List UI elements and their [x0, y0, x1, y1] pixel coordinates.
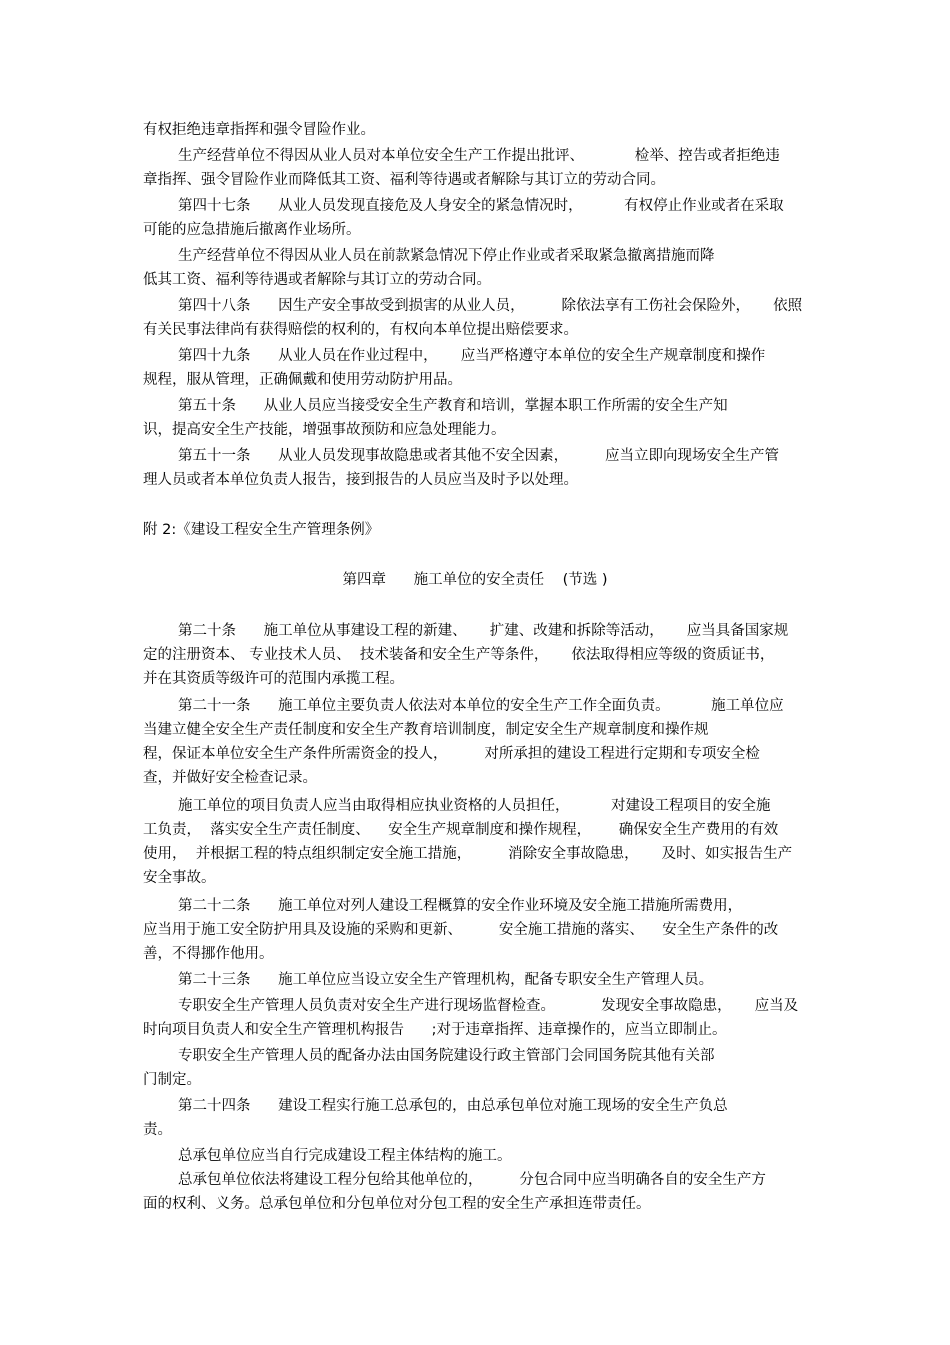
text-line: 时向项目负责人和安全生产管理机构报告 ;对于违章指挥、违章操作的，应当立即制止。: [143, 1022, 727, 1038]
text-line: 当建立健全安全生产责任制度和安全生产教育培训制度，制定安全生产规章制度和操作规: [143, 722, 709, 738]
text-line: 总承包单位依法将建设工程分包给其他单位的， 分包合同中应当明确各自的安全生产方: [178, 1172, 766, 1188]
text-line: 面的权利、义务。总承包单位和分包单位对分包工程的安全生产承担连带责任。: [143, 1196, 651, 1212]
text-line: 责。: [143, 1122, 172, 1138]
text-line: 规程，服从管理，正确佩戴和使用劳动防护用品。: [143, 372, 462, 388]
text-line: 门制定。: [143, 1072, 201, 1088]
text-line: 第二十二条 施工单位对列人建设工程概算的安全作业环境及安全施工措施所需费用，: [178, 898, 743, 914]
text-line: 安全事故。: [143, 870, 216, 886]
text-line: 第四十七条 从业人员发现直接危及人身安全的紧急情况时， 有权停止作业或者在采取: [178, 198, 784, 214]
text-line: 可能的应急措施后撤离作业场所。: [143, 222, 361, 238]
text-line: 查，并做好安全检查记录。: [143, 770, 317, 786]
appendix-title: 附 2:《建设工程安全生产管理条例》: [143, 522, 380, 538]
text-line: 第二十一条 施工单位主要负责人依法对本单位的安全生产工作全面负责。 施工单位应: [178, 698, 784, 714]
text-line: 章指挥、强令冒险作业而降低其工资、福利等待遇或者解除与其订立的劳动合同。: [143, 172, 665, 188]
text-line: 第五十一条 从业人员发现事故隐患或者其他不安全因素， 应当立即向现场安全生产管: [178, 448, 780, 464]
text-line: 第四十九条 从业人员在作业过程中， 应当严格遵守本单位的安全生产规章制度和操作: [178, 348, 766, 364]
chapter-heading: 第四章 施工单位的安全责任 (节选 ): [342, 572, 608, 588]
text-line: 第四十八条 因生产安全事故受到损害的从业人员， 除依法享有工伤社会保险外， 依照: [178, 298, 803, 314]
text-line: 施工单位的项目负责人应当由取得相应执业资格的人员担任， 对建设工程项目的安全施: [178, 798, 771, 814]
text-line: 使用， 并根据工程的特点组织制定安全施工措施， 消除安全事故隐患， 及时、如实报告生产: [143, 846, 793, 862]
text-line: 应当用于施工安全防护用具及设施的采购和更新、 安全施工措施的落实、 安全生产条件的改: [143, 922, 779, 938]
text-line: 有权拒绝违章指挥和强令冒险作业。: [143, 122, 375, 138]
text-line: 定的注册资本、 专业技术人员、 技术装备和安全生产等条件， 依法取得相应等级的资质证书，: [143, 647, 775, 663]
text-line: 专职安全生产管理人员的配备办法由国务院建设行政主管部门会同国务院其他有关部: [178, 1048, 715, 1064]
text-line: 生产经营单位不得因从业人员在前款紧急情况下停止作业或者采取紧急撤离措施而降: [178, 248, 715, 264]
text-line: 低其工资、福利等待遇或者解除与其订立的劳动合同。: [143, 272, 491, 288]
text-line: 善，不得挪作他用。: [143, 946, 274, 962]
text-line: 并在其资质等级许可的范围内承揽工程。: [143, 671, 404, 687]
text-line: 工负责， 落实安全生产责任制度、 安全生产规章制度和操作规程， 确保安全生产费用的有效: [143, 822, 779, 838]
text-line: 程，保证本单位安全生产条件所需资金的投人， 对所承担的建设工程进行定期和专项安全检: [143, 746, 760, 762]
text-line: 第二十条 施工单位从事建设工程的新建、 扩建、改建和拆除等活动， 应当具备国家规: [178, 623, 789, 639]
text-line: 第二十三条 施工单位应当设立安全生产管理机构，配备专职安全生产管理人员。: [178, 972, 714, 988]
text-line: 理人员或者本单位负责人报告，接到报告的人员应当及时予以处理。: [143, 472, 578, 488]
text-line: 第五十条 从业人员应当接受安全生产教育和培训，掌握本职工作所需的安全生产知: [178, 398, 728, 414]
text-line: 总承包单位应当自行完成建设工程主体结构的施工。: [178, 1148, 512, 1164]
text-line: 专职安全生产管理人员负责对安全生产进行现场监督检查。 发现安全事故隐患， 应当及: [178, 998, 799, 1014]
text-line: 第二十四条 建设工程实行施工总承包的，由总承包单位对施工现场的安全生产负总: [178, 1098, 728, 1114]
text-line: 生产经营单位不得因从业人员对本单位安全生产工作提出批评、 检举、控告或者拒绝违: [178, 148, 780, 164]
text-line: 识，提高安全生产技能，增强事故预防和应急处理能力。: [143, 422, 506, 438]
text-line: 有关民事法律尚有获得赔偿的权利的，有权向本单位提出赔偿要求。: [143, 322, 578, 338]
